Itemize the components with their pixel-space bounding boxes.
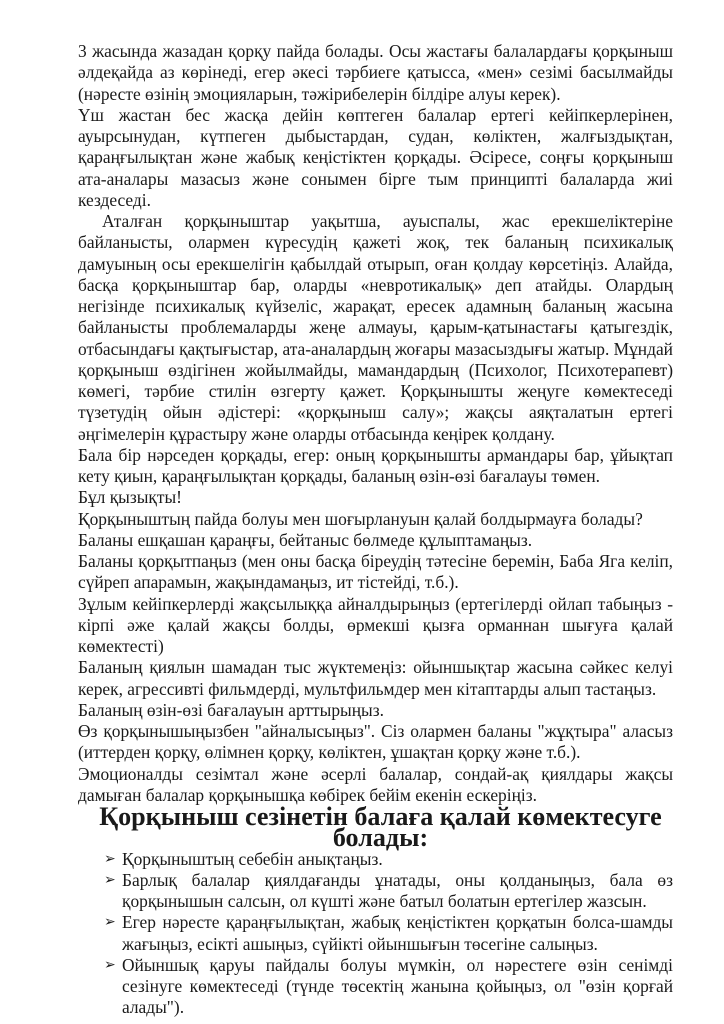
list-item-text: Барлық балалар қиялдағанды ұнатады, оны қолданыңыз, бала өз қорқынышын салсын, ол күшті және батыл болатын ертегілер жазсын. — [122, 869, 673, 911]
list-item-text: Ойыншық қаруы пайдалы болуы мүмкін, ол нәрестеге өзін сенімді сезінуге көмектеседі (түнде төсектің жанына қойыңыз, ол "өзін қорғай алады"). — [122, 954, 673, 1018]
paragraph-dont-scare: Баланы қорқытпаңыз (мен оны басқа біреудің тәтесіне беремін, Баба Яга келіп, сүйреп апарамын, жақындамаңыз, ит тістейді, т.б.). — [78, 551, 673, 593]
paragraph-prevention-question: Қорқыныштың пайда болуы мен шоғырлануын қалай болдырмауға болады? — [78, 508, 643, 529]
paragraph-never-lock: Баланы ешқашан қараңғы, бейтаныс бөлмеде құлыптамаңыз. — [78, 529, 533, 550]
list-item-text: Қорқыныштың себебін анықтаңыз. — [122, 848, 383, 869]
paragraph-fear-of-punishment: 3 жасында жазадан қорқу пайда болады. Осы жастағы балалардағы қорқыныш әлдеқайда аз көрінеді, егер әкесі тәрбиеге қатысса, «мен» сезімі басылмайды (нәресте өзінің эмоцияларын, тәжірибелерін білдіре алуы керек). — [78, 41, 673, 104]
paragraph-signs-of-fear: Бала бір нәрседен қорқады, егер: оның қорқынышты армандары бар, ұйықтап кету қиын, қараңғылықтан қорқады, баланың өзін-өзі бағалауы төмен. — [78, 444, 673, 486]
paragraph-dont-overload-imagination: Баланың қиялын шамадан тыс жүктемеңіз: ойыншықтар жасына сәйкес келуі керек, агрессивті фильмдерді, мультфильмдер мен кітаптарды алып тастаңыз. — [78, 657, 673, 699]
arrow-bullet-icon: ➢ — [104, 957, 116, 973]
paragraph-sensitive-children: Эмоционалды сезімтал және әсерлі балалар, сондай-ақ қиялдары жақсы дамыған балалар қорқынышқа көбірек бейім екенін ескеріңіз. — [78, 763, 673, 805]
paragraph-interesting: Бұл қызықты! — [78, 487, 182, 508]
paragraph-neurotic-fears: Аталған қорқыныштар уақытша, ауыспалы, жас ерекшеліктеріне байланысты, олармен күресудің қажеті жоқ, тек баланың психикалық дамуының осы ерекшелігін қабылдай отырып, оған қолдау көрсетіңіз. Алайда, басқа қорқыныштар бар, оларды «невротикалық» деп атайды. Олардың негізінде психикалық күйзеліс, жарақат, ересек адамның баланың жасына байланысты проблемаларды жеңе алмауы, қарым-қатынастағы қатыгездік, отбасындағы қақтығыстар, ата-аналардың жоғары мазасыздығы жатыр. Мұндай қорқыныш өздігінен жойылмайды, мамандардың (Психолог, Психотерапевт) көмегі, тәрбие стилін өзгерту қажет. Қорқынышты жеңуге көмектеседі түзетудің ойын әдістері: «қорқыныш салу»; жақсы аяқталатын ертегі әңгімелерін құрастыру және оларды отбасында кеңірек қолдану. — [78, 211, 673, 444]
help-list — [78, 849, 673, 1019]
arrow-bullet-icon: ➢ — [104, 851, 116, 867]
arrow-bullet-icon: ➢ — [104, 915, 116, 931]
paragraph-raise-self-esteem: Баланың өзін-өзі бағалауын арттырыңыз. — [78, 699, 384, 720]
list-item-text: Егер нәресте қараңғылықтан, жабық кеңістіктен қорқатын болса-шамды жағыңыз, есікті ашыңыз, сүйікті ойыншығын төсегіне салыңыз. — [122, 912, 673, 954]
arrow-bullet-icon: ➢ — [104, 872, 116, 888]
list-item — [78, 912, 673, 955]
list-item — [78, 849, 673, 870]
section-heading: Қорқыныш сезінетін балаға қалай көмектесуге болады: — [99, 802, 662, 853]
paragraph-turn-villains-good: Зұлым кейіпкерлерді жақсылыққа айналдырыңыз (ертегілерді ойлап табыңыз - кірпі әже қалай жақсы болды, өрмекші қызға орманнан шығуға қалай көмектесті) — [78, 593, 673, 656]
list-item — [78, 870, 673, 913]
document-page — [78, 41, 673, 1019]
paragraph-fears-three-to-five: Үш жастан бес жасқа дейін көптеген балалар ертегі кейіпкерлерінен, ауырсынудан, күтпеген дыбыстардан, судан, көліктен, жалғыздықтан, қараңғылықтан және жабық кеңістіктен қорқады. Әсіресе, соңғы қорқыныш ата-аналары мазасыз және сонымен бірге тым принципті балаларда жиі кездеседі. — [78, 104, 673, 210]
paragraph-own-fears: Өз қорқынышыңызбен "айналысыңыз". Сіз олармен баланы "жұқтыра" аласыз (иттерден қорқу, өлімнен қорқу, көліктен, ұшақтан қорқу және т.б.). — [78, 721, 673, 763]
list-item — [78, 955, 673, 1019]
